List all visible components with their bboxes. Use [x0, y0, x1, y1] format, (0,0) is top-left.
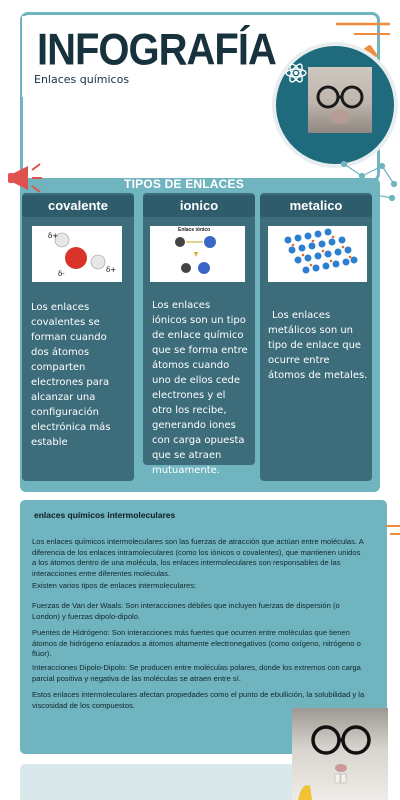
svg-text:δ-: δ- [58, 270, 65, 278]
card-title-covalente: covalente [22, 195, 134, 217]
bond-types-title: TIPOS DE ENLACES [124, 177, 244, 191]
ionic-bond-image [150, 226, 245, 282]
intermolecular-title: enlaces químicos intermoleculares [34, 510, 176, 520]
page-title: INFOGRAFÍA [37, 25, 276, 75]
card-title-metalico: metalico [260, 195, 372, 217]
intermolecular-paragraph: Existen varios tipos de enlaces intermoleculares: [32, 581, 197, 590]
card-text-metalico: Los enlaces metálicos son un tipo de enlace que ocurre entre átomos de metales. [268, 310, 368, 381]
avatar-photo [308, 67, 372, 133]
water-molecule-image [32, 226, 122, 282]
hamster-photo [292, 708, 388, 800]
intermolecular-paragraph: Estos enlaces intermoleculares afectan propiedades como el punto de ebullición, la solubilidad y la viscosidad de los compuestos. [32, 690, 365, 710]
page-subtitle: Enlaces químicos [34, 73, 130, 86]
svg-text:δ+: δ+ [48, 232, 59, 240]
intermolecular-paragraph: Fuerzas de Van der Waals: Son interacciones débiles que incluyen fuerzas de dispersión (o London) y fuerzas dipolo-dipolo. [32, 601, 340, 621]
card-title-ionico: ionico [143, 195, 255, 217]
svg-text:δ+: δ+ [106, 266, 117, 274]
intermolecular-paragraph: Interacciones Dipolo-Dipolo: Se producen entre moléculas polares, donde los extremos con carga parcial positiva y negativa de las moléculas se atraen entre sí. [32, 663, 361, 683]
metallic-lattice-image [268, 226, 367, 282]
card-text-ionico: Los enlaces iónicos son un tipo de enlace químico que se forma entre átomos cuando uno de ellos cede electrones y el otro los recibe, generando iones con carga opuesta que se atraen mutuamente. [152, 300, 248, 476]
intermolecular-paragraph: Puentes de Hidrógeno: Son interacciones más fuertes que ocurren entre moléculas que tienen átomos de hidrógeno enlazados a átomos altamente electronegativos (como oxígeno, nitrógeno o flúor). [32, 628, 361, 659]
decorative-lines-icon [386, 520, 400, 546]
glasses-icon [292, 708, 388, 800]
ionic-image-label: Enlace iónico [178, 227, 211, 233]
ionic-diagram-icon [150, 226, 245, 282]
glasses-icon [308, 67, 372, 133]
intermolecular-paragraph: Los enlaces químicos intermoleculares son las fuerzas de atracción que actúan entre moléculas. A diferencia de los enlaces intramoleculares (como los iónicos o covalentes), que mantienen unidos a los átomos dentro de una molécula, los enlaces intermoleculares son responsables de las interacciones entre diferentes moléculas. [32, 537, 364, 578]
atom-icon [285, 62, 307, 84]
card-text-covalente: Los enlaces covalentes se forman cuando dos átomos comparten electrones para alcanzar una configuración electrónica más estable [31, 302, 111, 448]
